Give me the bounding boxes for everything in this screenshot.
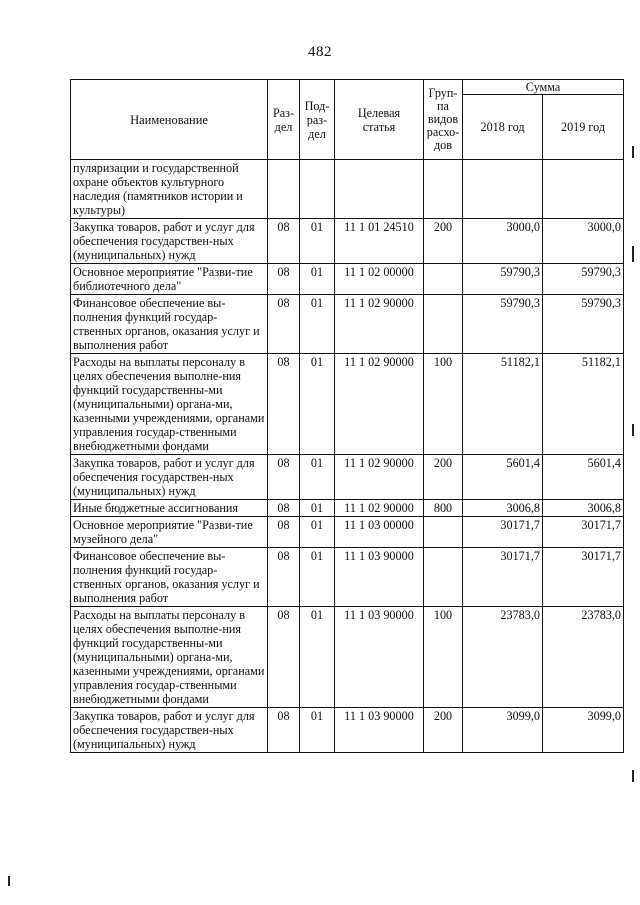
row-sum-2018: 5601,4 [463, 455, 543, 500]
row-expense-group: 200 [424, 219, 463, 264]
row-sum-2019: 23783,0 [543, 607, 624, 708]
row-sum-2019: 5601,4 [543, 455, 624, 500]
row-subsection: 01 [300, 264, 335, 295]
row-sum-2019: 3000,0 [543, 219, 624, 264]
row-section: 08 [268, 455, 300, 500]
row-section: 08 [268, 500, 300, 517]
table-row [71, 264, 624, 295]
margin-mark [8, 876, 10, 886]
row-sum-2018: 23783,0 [463, 607, 543, 708]
row-sum-2019: 59790,3 [543, 295, 624, 354]
row-name: Расходы на выплаты персоналу в целях обеспечения выполне-ния функций государственны-ми (муниципальными) органа-ми, казенными учреждениями, органами управления государ-ственными внебюджетными фондами [71, 354, 268, 455]
row-subsection: 01 [300, 455, 335, 500]
row-subsection: 01 [300, 548, 335, 607]
row-target-article: 11 1 02 00000 [335, 264, 424, 295]
margin-mark [632, 770, 634, 782]
row-name: Закупка товаров, работ и услуг для обеспечения государствен-ных (муниципальных) нужд [71, 219, 268, 264]
row-sum-2018: 3006,8 [463, 500, 543, 517]
row-sum-2018 [463, 160, 543, 219]
budget-table [70, 79, 624, 753]
row-section [268, 160, 300, 219]
row-target-article: 11 1 01 24510 [335, 219, 424, 264]
row-name: Основное мероприятие "Разви-тие библиотечного дела" [71, 264, 268, 295]
row-sum-2019: 3006,8 [543, 500, 624, 517]
row-name: Расходы на выплаты персоналу в целях обеспечения выполне-ния функций государственны-ми (муниципальными) органа-ми, казенными учреждениями, органами управления государ-ственными внебюджетными фондами [71, 607, 268, 708]
row-section: 08 [268, 219, 300, 264]
row-name: пуляризации и государственной охране объектов культурного наследия (памятников истории и культуры) [71, 160, 268, 219]
row-target-article: 11 1 03 90000 [335, 607, 424, 708]
row-target-article: 11 1 03 90000 [335, 708, 424, 753]
row-subsection: 01 [300, 607, 335, 708]
row-section: 08 [268, 295, 300, 354]
header-year-2018: 2018 год [463, 95, 543, 160]
table-header [71, 80, 624, 160]
row-sum-2019: 51182,1 [543, 354, 624, 455]
row-sum-2018: 30171,7 [463, 517, 543, 548]
row-section: 08 [268, 708, 300, 753]
table-row [71, 295, 624, 354]
header-year-2019: 2019 год [543, 95, 624, 160]
header-section: Раз- дел [268, 80, 300, 160]
table-row [71, 607, 624, 708]
row-name: Закупка товаров, работ и услуг для обеспечения государствен-ных (муниципальных) нужд [71, 455, 268, 500]
margin-mark [632, 146, 634, 158]
row-sum-2019: 59790,3 [543, 264, 624, 295]
row-sum-2018: 3099,0 [463, 708, 543, 753]
table-row [71, 455, 624, 500]
row-target-article: 11 1 03 00000 [335, 517, 424, 548]
header-sum: Сумма [463, 80, 624, 95]
row-section: 08 [268, 548, 300, 607]
header-target-article: Целевая статья [335, 80, 424, 160]
margin-mark [632, 246, 634, 262]
row-section: 08 [268, 517, 300, 548]
row-expense-group [424, 160, 463, 219]
row-name: Закупка товаров, работ и услуг для обеспечения государствен-ных (муниципальных) нужд [71, 708, 268, 753]
row-name: Иные бюджетные ассигнования [71, 500, 268, 517]
row-expense-group: 100 [424, 607, 463, 708]
table-row [71, 160, 624, 219]
row-section: 08 [268, 354, 300, 455]
row-target-article: 11 1 02 90000 [335, 354, 424, 455]
row-sum-2018: 59790,3 [463, 264, 543, 295]
table-row [71, 548, 624, 607]
row-section: 08 [268, 264, 300, 295]
header-expense-group: Груп- па видов расхо- дов [424, 80, 463, 160]
row-name: Финансовое обеспечение вы-полнения функций государ-ственных органов, оказания услуг и выполнения работ [71, 548, 268, 607]
row-sum-2018: 30171,7 [463, 548, 543, 607]
row-expense-group [424, 264, 463, 295]
row-subsection: 01 [300, 354, 335, 455]
header-name: Наименование [71, 80, 268, 160]
row-sum-2019: 30171,7 [543, 517, 624, 548]
row-subsection [300, 160, 335, 219]
row-sum-2019 [543, 160, 624, 219]
row-subsection: 01 [300, 295, 335, 354]
row-subsection: 01 [300, 708, 335, 753]
row-expense-group: 100 [424, 354, 463, 455]
row-expense-group: 200 [424, 455, 463, 500]
row-section: 08 [268, 607, 300, 708]
row-expense-group [424, 548, 463, 607]
row-target-article: 11 1 02 90000 [335, 455, 424, 500]
page-number: 482 [308, 44, 332, 60]
row-sum-2018: 51182,1 [463, 354, 543, 455]
row-target-article: 11 1 03 90000 [335, 548, 424, 607]
row-subsection: 01 [300, 219, 335, 264]
row-expense-group: 200 [424, 708, 463, 753]
table-row [71, 354, 624, 455]
table-row [71, 500, 624, 517]
row-subsection: 01 [300, 517, 335, 548]
row-sum-2018: 59790,3 [463, 295, 543, 354]
table-row [71, 708, 624, 753]
header-subsection: Под- раз- дел [300, 80, 335, 160]
row-subsection: 01 [300, 500, 335, 517]
row-sum-2019: 30171,7 [543, 548, 624, 607]
row-target-article: 11 1 02 90000 [335, 295, 424, 354]
table-body [71, 160, 624, 753]
row-expense-group [424, 295, 463, 354]
row-name: Финансовое обеспечение вы-полнения функций государ-ственных органов, оказания услуг и выполнения работ [71, 295, 268, 354]
row-name: Основное мероприятие "Разви-тие музейного дела" [71, 517, 268, 548]
table-row [71, 517, 624, 548]
row-sum-2018: 3000,0 [463, 219, 543, 264]
row-target-article [335, 160, 424, 219]
row-expense-group: 800 [424, 500, 463, 517]
row-sum-2019: 3099,0 [543, 708, 624, 753]
margin-mark [632, 424, 634, 436]
row-expense-group [424, 517, 463, 548]
row-target-article: 11 1 02 90000 [335, 500, 424, 517]
table-row [71, 219, 624, 264]
